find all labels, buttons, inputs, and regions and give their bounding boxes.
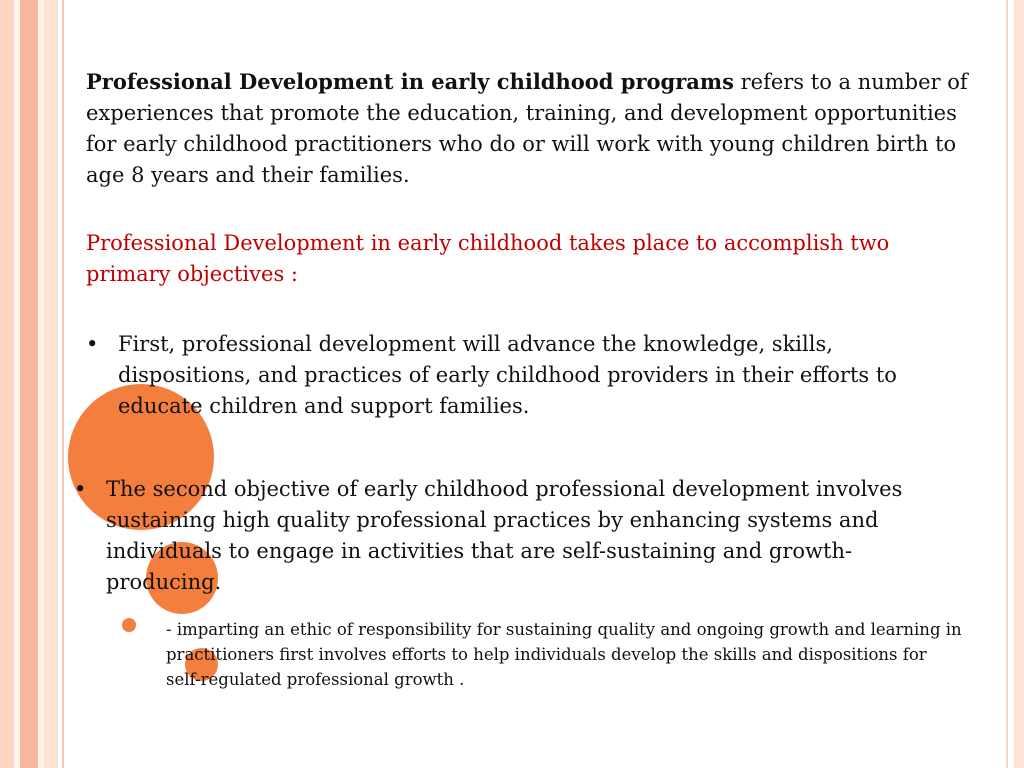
intro-body: refers to a number of experiences that promote the education, training, and development opportunities for early childhood practitioners who do or will work with young children birth to age 8 years and their families.	[86, 70, 968, 187]
intro-paragraph	[86, 66, 976, 191]
bullet-text: The second objective of early childhood professional development involves sustaining high quality professional practices by enhancing systems and individuals to engage in activities that are self-sustaining and growth-producing.	[106, 477, 903, 594]
bullet-text: First, professional development will advance the knowledge, skills, dispositions, and practices of early childhood providers in their efforts to educate children and support families.	[118, 332, 897, 418]
bullet-marker: •	[74, 477, 87, 501]
intro-bold-title: Professional Development in early childhood programs	[86, 69, 734, 94]
sub-bullet-text: - imparting an ethic of responsibility for sustaining quality and ongoing growth and learning in practitioners first involves efforts to help individuals develop the skills and dispositions for self-regulated professional growth .	[166, 620, 962, 689]
sub-bullet-dot-icon	[122, 618, 136, 632]
bullet-marker: •	[86, 332, 99, 356]
objectives-heading: Professional Development in early childhood takes place to accomplish two primary objectives :	[86, 231, 890, 286]
